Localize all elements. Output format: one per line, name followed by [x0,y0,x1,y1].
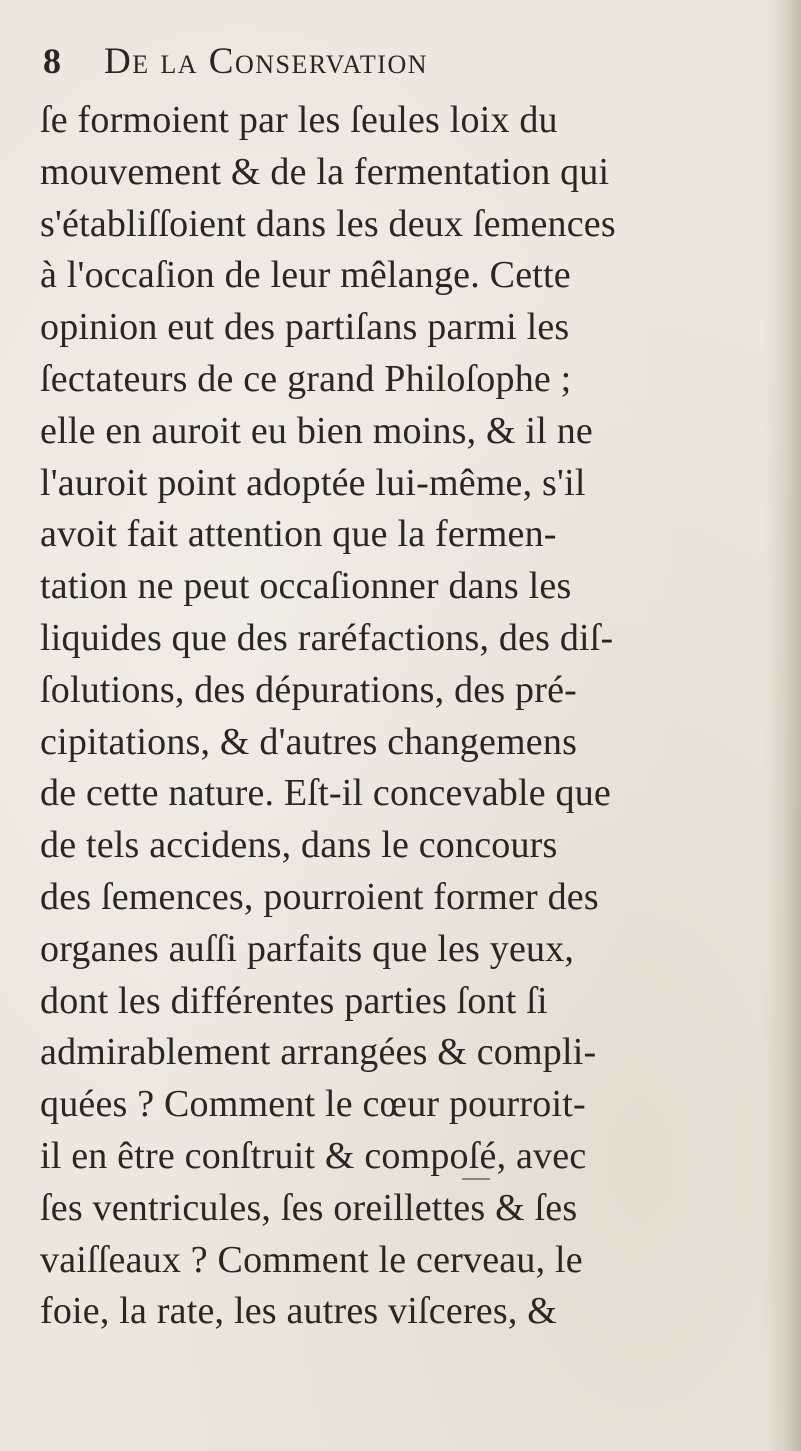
text-line: ſectateurs de ce grand Philoſophe ; [40,357,572,400]
text-line: s'établiſſoient dans les deux ſemences [40,202,616,245]
text-line: dont les différentes parties ſont ſi [40,979,548,1022]
text-line: ſe formoient par les ſeules loix du [40,99,558,141]
text-line: organes auſſi parfaits que les yeux, [40,927,575,970]
text-line: admirablement arrangées & compli- [40,1031,597,1074]
text-line: elle en auroit eu bien moins, & il ne [40,409,593,452]
text-line: quées ? Comment le cœur pourroit- [40,1083,586,1126]
text-line: cipitations, & d'autres changemens [40,720,578,763]
text-line: à l'occaſion de leur mêlange. Cette [40,254,571,297]
text-line: ſes ventricules, ſes oreillettes & ſes [40,1186,578,1229]
text-line: mouvement & de la fermentation qui [40,150,610,193]
text-line: il en être conſtruit & compoſé, avec [40,1134,587,1177]
text-line: tation ne peut occaſionner dans les [40,565,572,608]
text-line: vaiſſeaux ? Comment le cerveau, le [40,1238,583,1281]
text-line: de cette nature. Eſt-il concevable que [40,772,611,815]
text-line: ſolutions, des dépurations, des pré- [40,668,577,711]
text-line: l'auroit point adoptée lui-même, s'il [40,461,586,504]
running-head [0,40,801,90]
text-line: foie, la rate, les autres viſceres, & [40,1290,558,1333]
page-edge-shadow [765,0,801,1451]
page-end-mark [462,1178,490,1180]
body-text [40,95,770,1338]
text-line: avoit fait attention que la fermen- [40,513,557,556]
text-line: des ſemences, pourroient former des [40,875,599,918]
text-line: opinion eut des partiſans parmi les [40,306,570,349]
text-line: liquides que des raréfactions, des diſ- [40,616,614,659]
running-title: De la Conservation [104,41,429,82]
page-number: 8 [43,41,61,81]
text-line: de tels accidens, dans le concours [40,824,558,867]
